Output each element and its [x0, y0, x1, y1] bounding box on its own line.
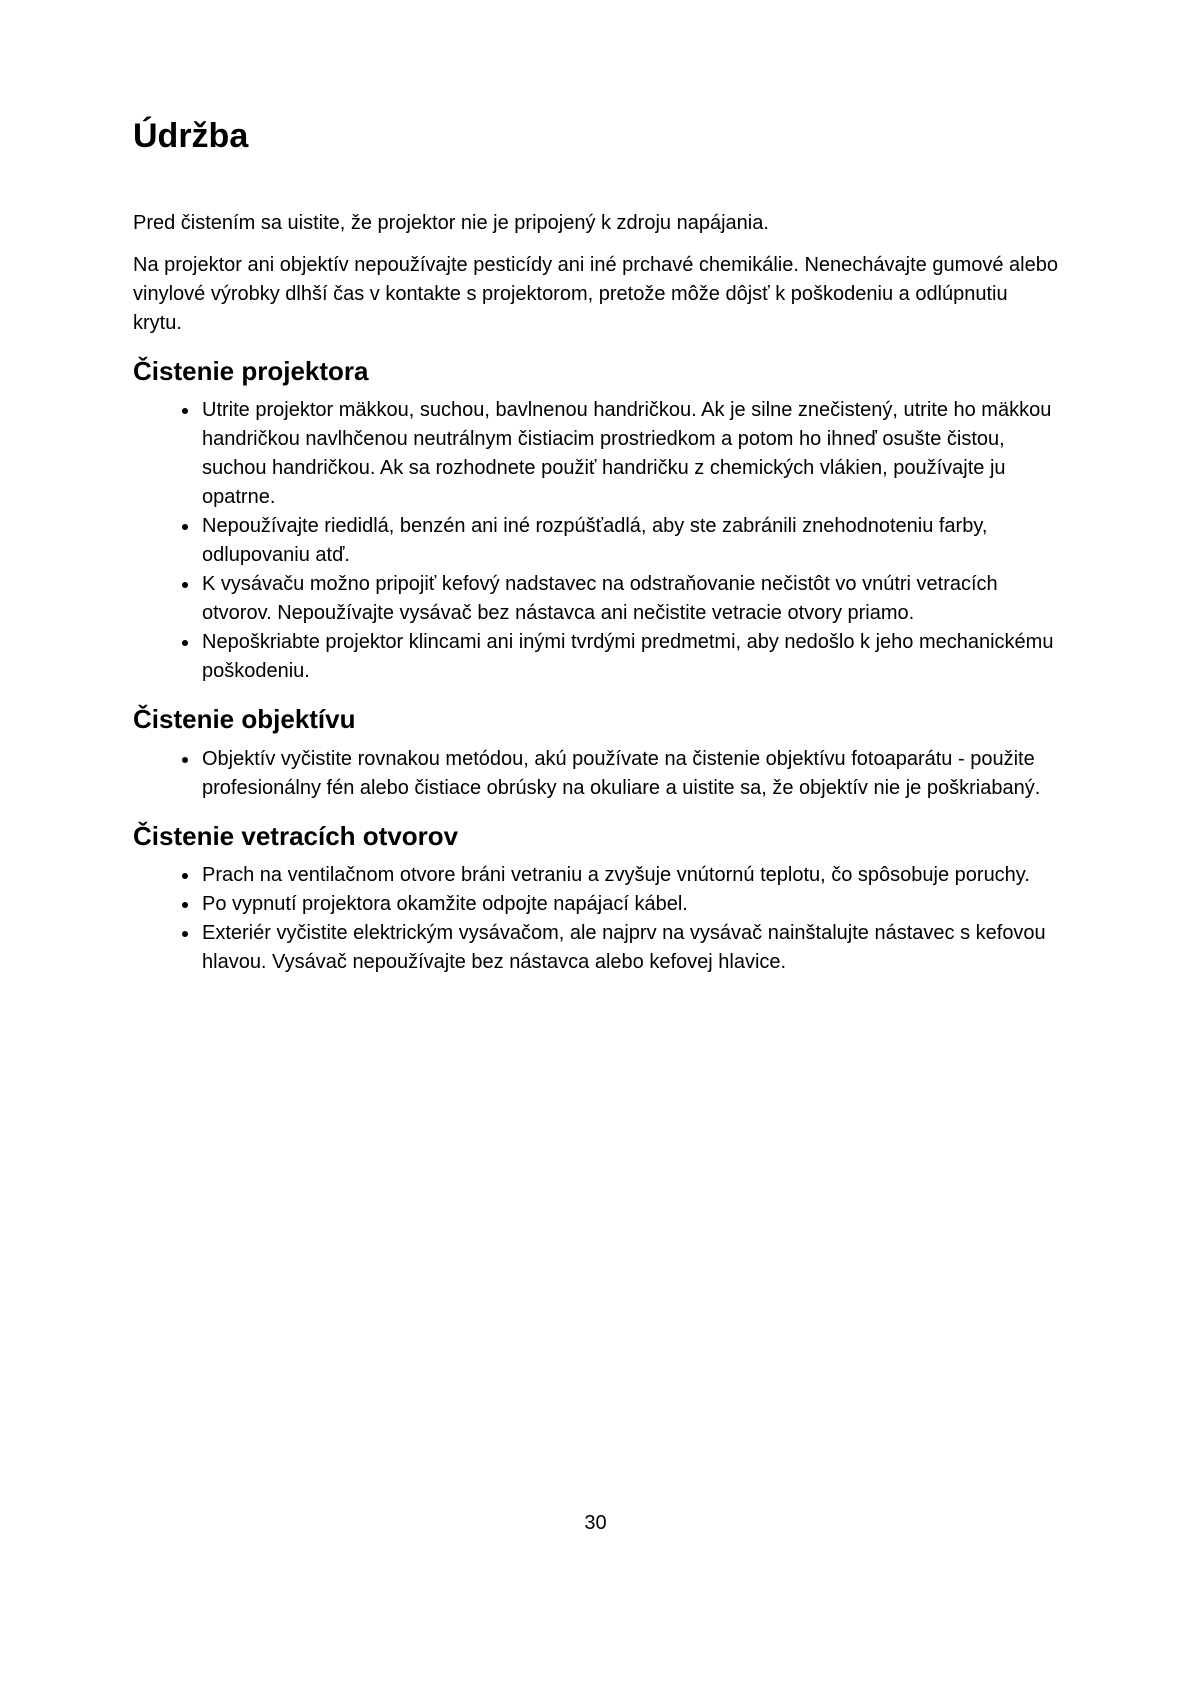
bullet-item: • Nepoužívajte riedidlá, benzén ani iné rozpúšťadlá, aby ste zabránili znehodnoteniu farby, odlupovaniu atď.: [200, 512, 1061, 570]
page-title: Údržba: [133, 117, 249, 155]
bullet-item: • Exteriér vyčistite elektrickým vysávačom, ale najprv na vysávač nainštalujte nástavec s kefovou hlavou. Vysávač nepoužívajte bez nástavca alebo kefovej hlavice.: [200, 919, 1061, 977]
section-heading-cleaning-lens: Čistenie objektívu: [133, 704, 356, 735]
section-heading-cleaning-vents: Čistenie vetracích otvorov: [133, 820, 459, 851]
bullet-item: • Po vypnutí projektora okamžite odpojte napájací kábel.: [200, 890, 1061, 919]
bullet-list: [133, 396, 1061, 686]
bullet-list: [133, 861, 1061, 977]
bullet-item: • Objektív vyčistite rovnakou metódou, akú používate na čistenie objektívu fotoaparátu - použite profesionálny fén alebo čistiace obrúsky na okuliare a uistite sa, že objektív nie je poškriabaný.: [200, 745, 1061, 803]
intro-paragraph: Na projektor ani objektív nepoužívajte pesticídy ani iné prchavé chemikálie. Nenechávajte gumové alebo vinylové výrobky dlhší čas v kontakte s projektorom, pretože môže dôjsť k poškodeniu a odlúpnutiu krytu.: [133, 253, 1058, 334]
bullet-item: • Nepoškriabte projektor klincami ani inými tvrdými predmetmi, aby nedošlo k jeho mechanickému poškodeniu.: [200, 628, 1061, 686]
bullet-item: • Prach na ventilačnom otvore bráni vetraniu a zvyšuje vnútornú teplotu, čo spôsobuje poruchy.: [200, 861, 1061, 890]
page-number: 30: [584, 1512, 607, 1534]
bullet-item: • K vysávaču možno pripojiť kefový nadstavec na odstraňovanie nečistôt vo vnútri vetracích otvorov. Nepoužívajte vysávač bez nástavca ani nečistite vetracie otvory priamo.: [200, 570, 1061, 628]
section-heading-cleaning-projector: Čistenie projektora: [133, 355, 369, 386]
intro-paragraph: Pred čistením sa uistite, že projektor nie je pripojený k zdroju napájania.: [133, 211, 769, 234]
bullet-list: [133, 745, 1061, 803]
bullet-item: • Utrite projektor mäkkou, suchou, bavlnenou handričkou. Ak je silne znečistený, utrite ho mäkkou handričkou navlhčenou neutrálnym čistiacim prostriedkom a potom ho ihneď osušte čistou, suchou handričkou. Ak sa rozhodnete použiť handričku z chemických vlákien, používajte ju opatrne.: [200, 396, 1061, 512]
